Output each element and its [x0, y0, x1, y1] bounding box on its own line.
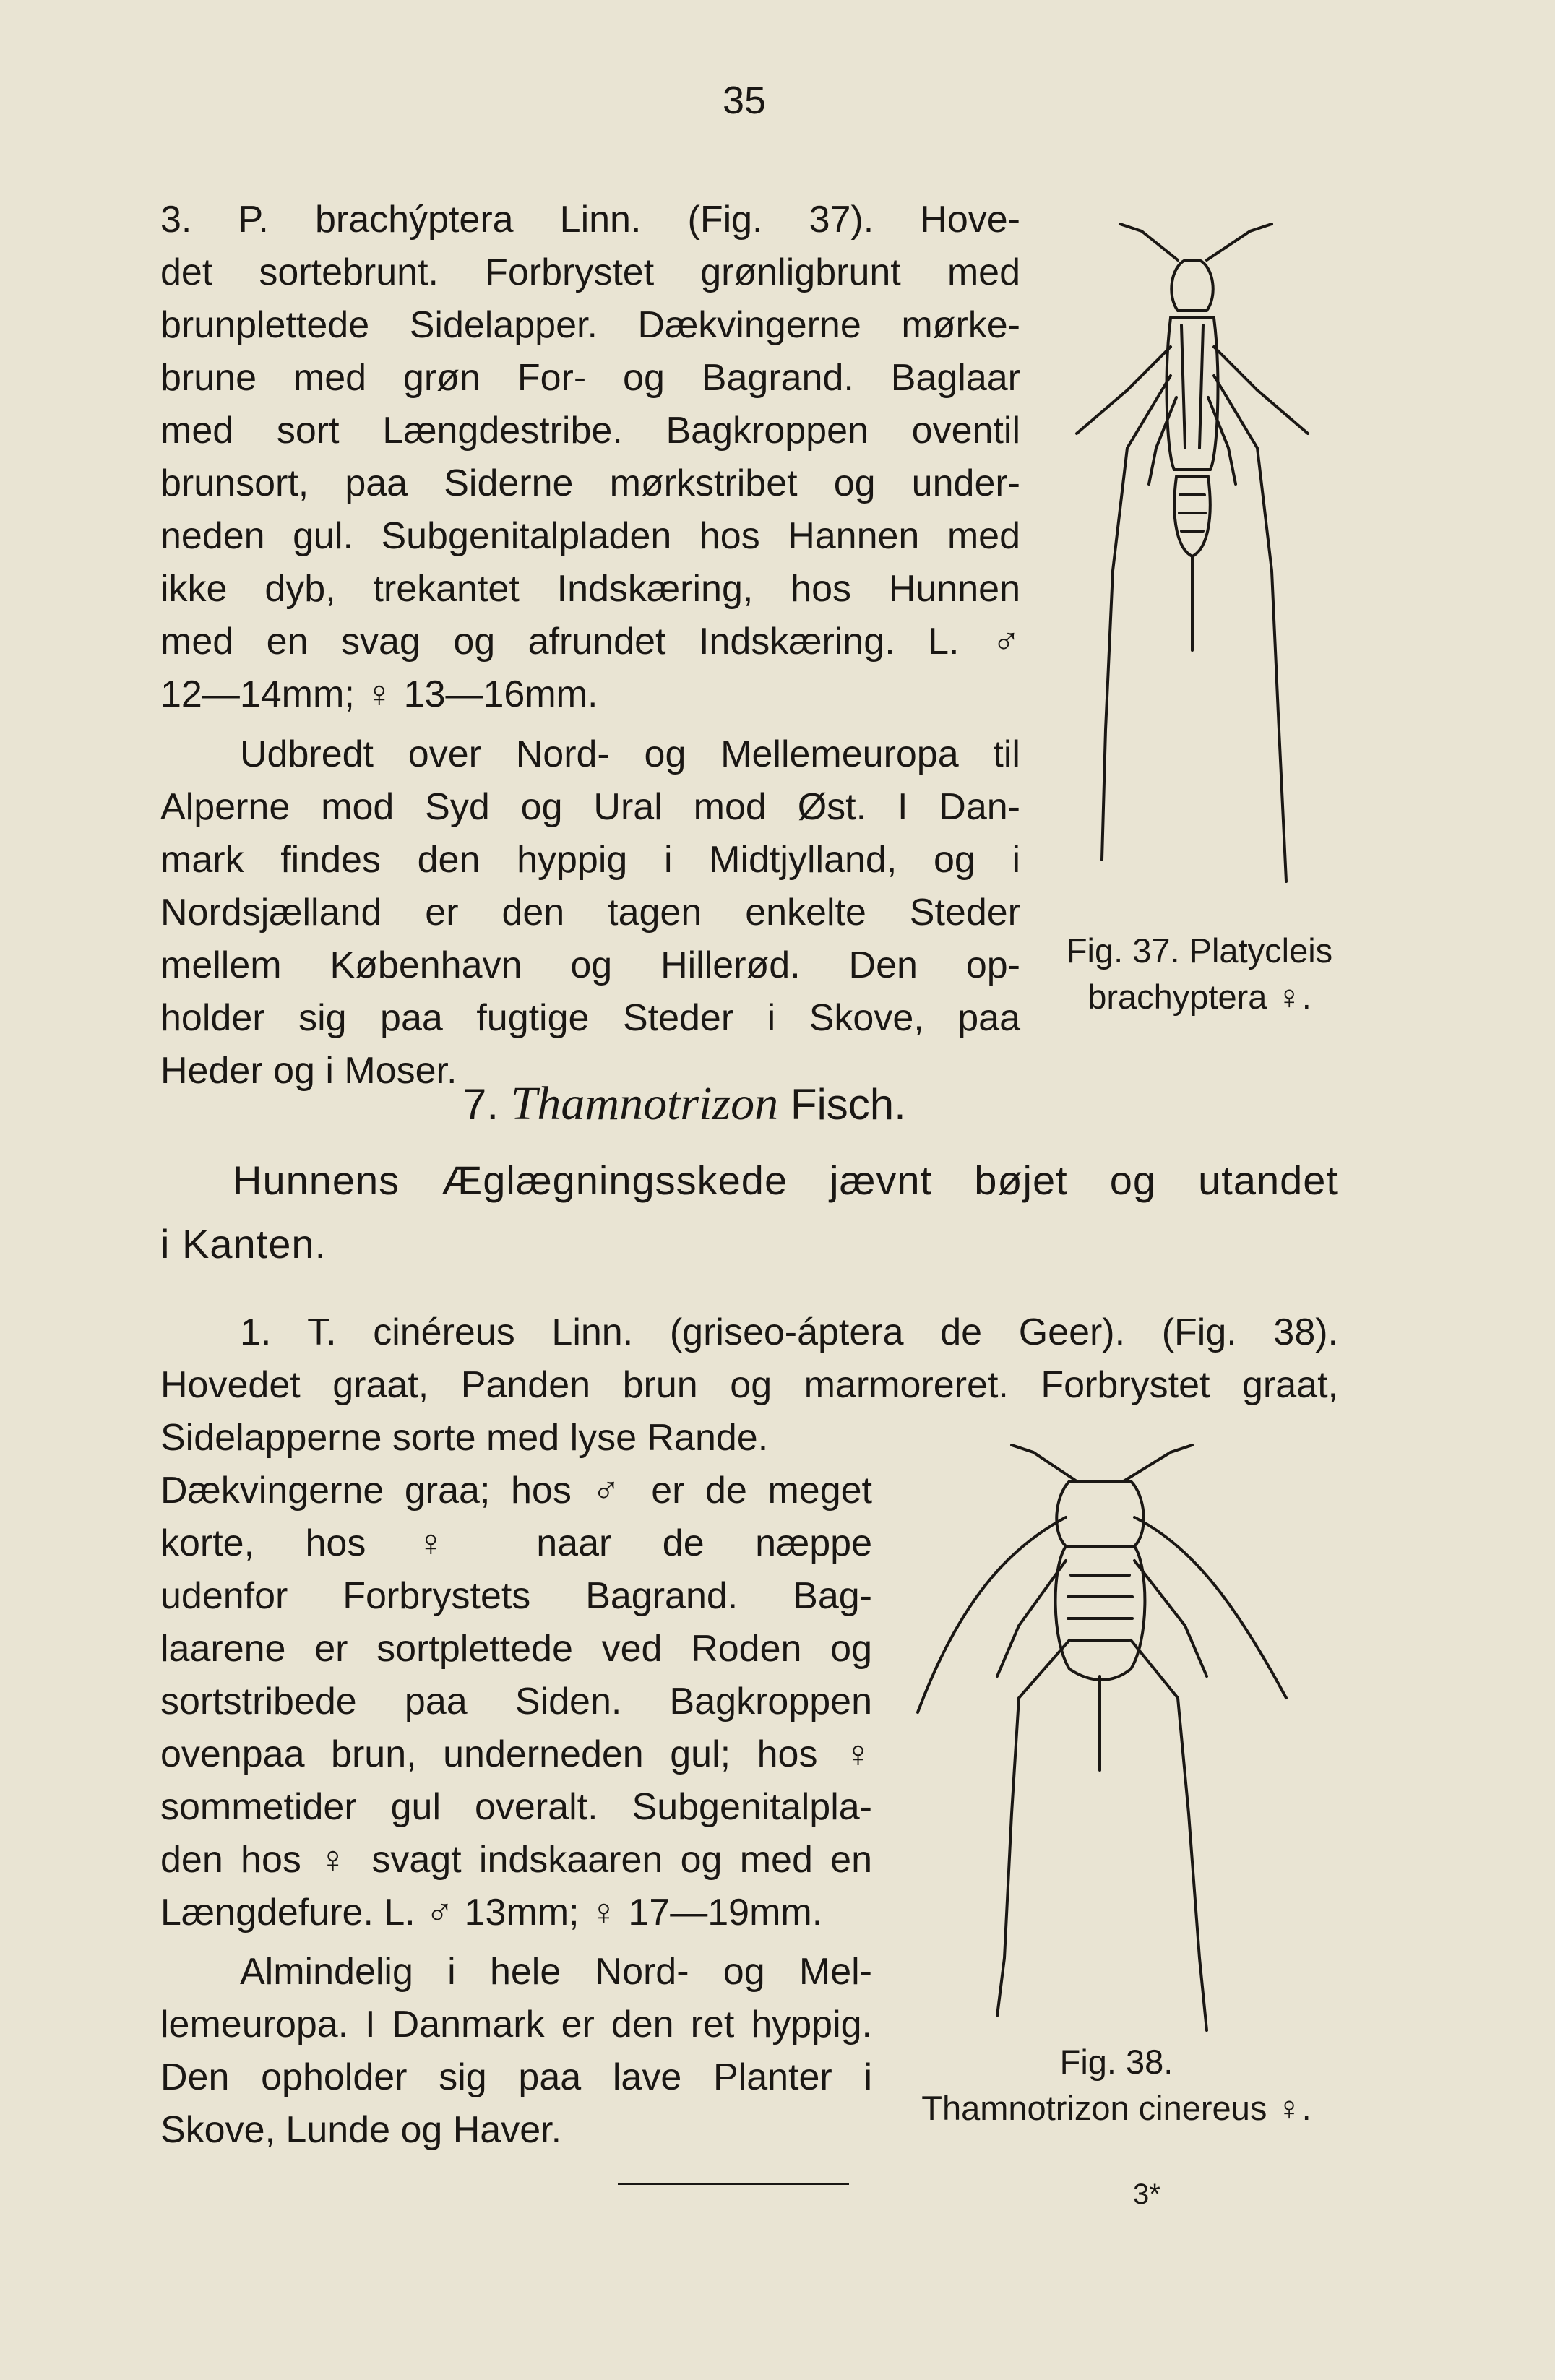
species-1-description	[160, 1412, 872, 1939]
text-line: med en svag og afrundet Indskæring. L. ♂	[160, 621, 1020, 663]
species-3-description	[160, 194, 1020, 721]
figure-38-caption	[889, 2039, 1344, 2131]
text-line: holder sig paa fugtige Steder i Skove, paa	[160, 997, 1020, 1039]
species-1-description-header	[160, 1306, 1338, 1412]
text-line: brunsort, paa Siderne mørkstribet og under-	[160, 462, 1020, 504]
text-line: udenfor Forbrystets Bagrand. Bag-	[160, 1575, 872, 1617]
text-line: brune med grøn For- og Bagrand. Baglaar	[160, 357, 1020, 399]
genus-description	[160, 1149, 1338, 1276]
text-line: Sidelapperne sorte med lyse Rande.	[160, 1417, 769, 1459]
text-line: Længdefure. L. ♂ 13mm; ♀ 17—19mm.	[160, 1892, 823, 1933]
signature-mark: 3*	[1133, 2178, 1160, 2210]
thamnotrizon-illustration	[903, 1438, 1308, 2045]
text-line: korte, hos ♀ naar de næppe	[160, 1522, 872, 1564]
text-line: med sort Længdestribe. Bagkroppen oventil	[160, 410, 1020, 452]
platycleis-illustration	[1062, 210, 1337, 903]
text-line: brunplettede Sidelapper. Dækvingerne mørke-	[160, 304, 1020, 346]
text-line: Den opholder sig paa lave Planter i	[160, 2056, 872, 2098]
text-line: Nordsjælland er den tagen enkelte Steder	[160, 892, 1020, 934]
text-line: neden gul. Subgenitalpladen hos Hannen med	[160, 515, 1020, 557]
figure-38-caption-line-1: Fig. 38.	[1059, 2043, 1173, 2081]
figure-37-caption-line-2: brachyptera ♀.	[1087, 978, 1311, 1016]
text-line: 12—14mm; ♀ 13—16mm.	[160, 673, 598, 715]
text-line: 3. P. brachýptera Linn. (Fig. 37). Hove-	[160, 199, 1020, 241]
text-line: lemeuropa. I Danmark er den ret hyppig.	[160, 2004, 872, 2045]
text-line: det sortebrunt. Forbrystet grønligbrunt med	[160, 251, 1020, 293]
text-line: i Kanten.	[160, 1221, 327, 1267]
text-line: ovenpaa brun, underneden gul; hos ♀	[160, 1733, 872, 1775]
text-line: mellem København og Hillerød. Den op-	[160, 944, 1020, 986]
text-line: Heder og i Moser.	[160, 1050, 457, 1092]
figure-37-caption-line-1: Fig. 37. Platycleis	[1066, 931, 1333, 970]
genus-name: Thamnotrizon	[510, 1077, 779, 1130]
figure-38-caption-line-2: Thamnotrizon cinereus ♀.	[921, 2089, 1311, 2127]
text-line: Hunnens Æglægningsskede jævnt bøjet og utandet	[233, 1157, 1338, 1203]
genus-heading	[462, 1077, 1113, 1131]
species-1-distribution	[160, 1946, 872, 2157]
figure-37-caption	[1041, 928, 1358, 1020]
text-line: Udbredt over Nord- og Mellemeuropa til	[240, 733, 1020, 775]
text-line: Dækvingerne graa; hos ♂ er de meget	[160, 1470, 872, 1512]
text-line: laarene er sortplettede ved Roden og	[160, 1628, 872, 1670]
text-line: Hovedet graat, Panden brun og marmoreret. Forbrystet graat,	[160, 1364, 1338, 1406]
text-line: mark findes den hyppig i Midtjylland, og i	[160, 839, 1020, 881]
text-line: ikke dyb, trekantet Indskæring, hos Hunnen	[160, 568, 1020, 610]
text-line: Almindelig i hele Nord- og Mel-	[240, 1951, 872, 1993]
text-line: 1. T. cinéreus Linn. (griseo-áptera de Geer). (Fig. 38).	[240, 1311, 1338, 1353]
text-line: Alperne mod Syd og Ural mod Øst. I Dan-	[160, 786, 1020, 828]
text-line: den hos ♀ svagt indskaaren og med en	[160, 1839, 872, 1881]
text-line: sommetider gul overalt. Subgenitalpla-	[160, 1786, 872, 1828]
genus-author: Fisch.	[790, 1080, 906, 1129]
footer-rule	[618, 2183, 849, 2185]
text-line: sortstribede paa Siden. Bagkroppen	[160, 1681, 872, 1723]
species-3-distribution	[160, 728, 1020, 1098]
page-number: 35	[723, 79, 767, 122]
genus-number: 7.	[462, 1080, 499, 1129]
text-line: Skove, Lunde og Haver.	[160, 2109, 562, 2151]
